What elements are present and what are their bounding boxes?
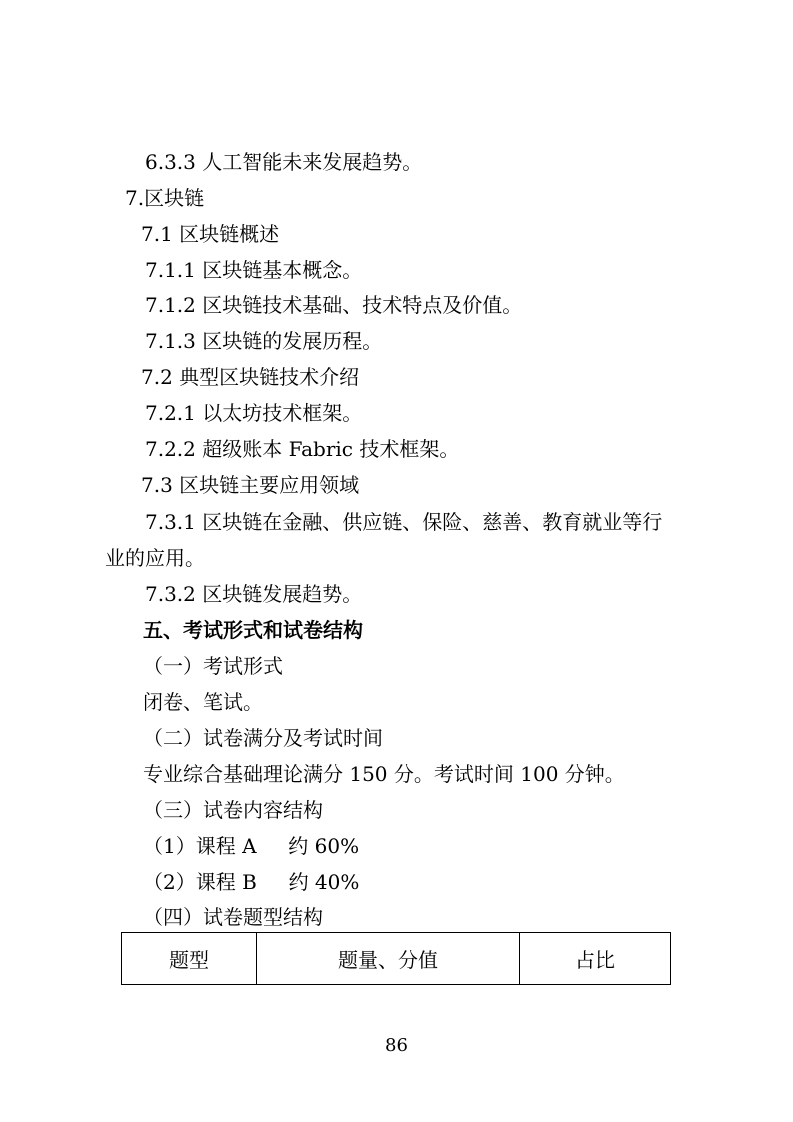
page-number: 86 [385,1035,408,1056]
subsection-heading: （三）试卷内容结构 [143,798,323,822]
subsection-heading: 7.2 典型区块链技术介绍 [141,365,360,389]
text-line: 7.2.1 以太坊技术框架。 [145,401,363,425]
subsection-heading: 7.3 区块链主要应用领域 [141,473,360,497]
text-line: （2）课程 B 约 40% [143,870,360,894]
text-line: 7.3.1 区块链在金融、供应链、保险、慈善、教育就业等行 [145,510,663,534]
question-type-table [121,932,671,985]
table-header-cell: 题量、分值 [257,933,520,985]
subsection-heading: （二）试卷满分及考试时间 [143,726,383,750]
section-heading: 7.区块链 [125,186,205,210]
text-line: 7.2.2 超级账本 Fabric 技术框架。 [145,437,460,461]
subsection-heading: （四）试卷题型结构 [143,905,323,929]
text-line: 7.1.1 区块链基本概念。 [145,258,363,282]
text-line: 7.1.3 区块链的发展历程。 [145,329,383,353]
text-line: 7.1.2 区块链技术基础、技术特点及价值。 [145,293,523,317]
text-line: 闭卷、笔试。 [143,690,263,714]
text-line: （1）课程 A 约 60% [143,834,360,858]
subsection-heading: （一）考试形式 [143,654,283,678]
text-line: 业的应用。 [105,546,205,570]
text-line: 专业综合基础理论满分 150 分。考试时间 100 分钟。 [143,762,625,786]
subsection-heading: 7.1 区块链概述 [141,222,280,246]
section-heading: 五、考试形式和试卷结构 [143,618,363,642]
table-header-cell: 占比 [520,933,671,985]
table-row [122,933,671,985]
text-line: 6.3.3 人工智能未来发展趋势。 [145,150,423,174]
table-header-cell: 题型 [122,933,257,985]
text-line: 7.3.2 区块链发展趋势。 [145,582,363,606]
